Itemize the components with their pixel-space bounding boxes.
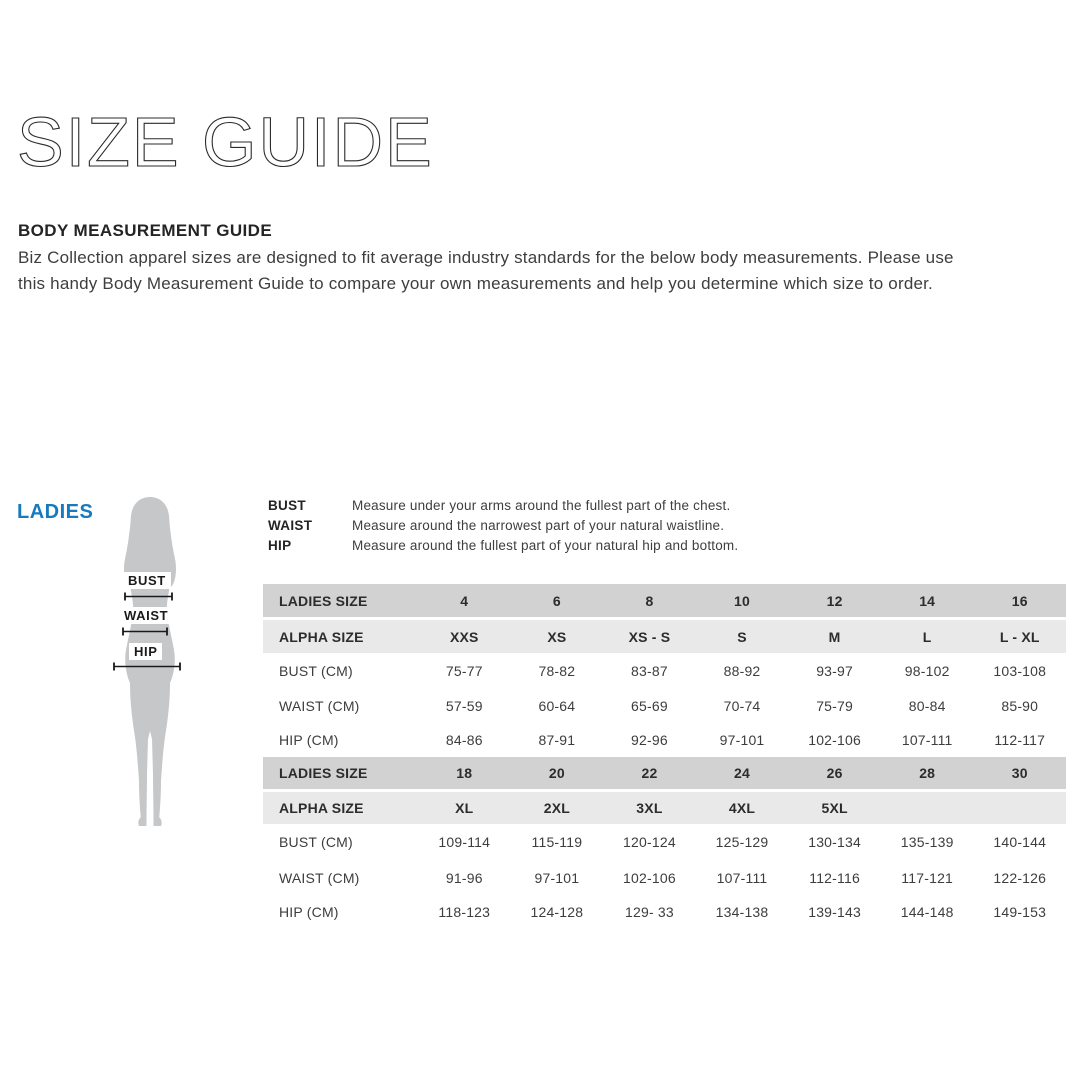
table-cell: 115-119 [531,834,583,850]
table-cell: 109-114 [438,834,491,850]
table-row-alpha-size [263,620,1066,653]
table-cell: 149-153 [993,904,1047,920]
table-cell: 107-111 [716,869,768,886]
definition-row [268,495,738,515]
table-cell: 4 [460,592,469,609]
table-row-waist [263,860,1066,895]
table-cell: 57-59 [445,697,483,714]
table-cell: 144-148 [900,904,954,920]
intro-text-line: this handy Body Measurement Guide to compare your own measurements and help you determine which size to order. [18,274,933,293]
table-cell: 122-126 [993,869,1047,886]
table-cell: XL [455,800,474,816]
left-foot-shape [138,817,146,826]
table-cell: 97-101 [534,869,580,886]
table-cell: 8 [645,592,654,609]
table-cell: 30 [1011,765,1028,781]
table-cell: 112-116 [809,869,860,886]
table-cell: 65-69 [631,697,668,714]
table-cell: 102-106 [808,732,861,748]
table-row-waist [263,688,1066,723]
table-cell: 139-143 [808,904,861,920]
table-cell: 103-108 [993,662,1047,679]
measurement-definitions [268,495,738,555]
table-cell: 134-138 [715,904,769,920]
table-cell: 16 [1011,592,1028,609]
table-cell: 3XL [636,800,663,816]
waist-figure-label: WAIST [119,607,173,624]
table-cell: 87-91 [538,732,576,748]
right-foot-shape [154,817,162,826]
row-label: ALPHA SIZE [279,628,364,645]
table-cell: L - XL [999,628,1040,645]
table-cell: 117-121 [901,869,954,886]
hip-figure-label: HIP [129,643,162,660]
table-cell: 70-74 [723,697,761,714]
table-row-hip [263,895,1066,929]
bust-figure-label: BUST [123,572,171,589]
definition-text: Measure around the fullest part of your natural hip and bottom. [352,537,739,553]
table-cell: 91-96 [445,869,483,886]
table-cell: 92-96 [631,732,668,748]
table-cell: 28 [919,765,936,781]
table-cell: 98-102 [904,662,950,679]
table-cell: 2XL [543,800,570,816]
table-cell: 118-123 [438,904,491,920]
table-cell: 78-82 [538,662,576,679]
row-label: WAIST (CM) [279,697,360,714]
definition-term: HIP [268,537,292,553]
table-cell: 18 [456,765,473,781]
row-label: BUST (CM) [279,834,353,850]
row-label: WAIST (CM) [279,869,360,886]
table-cell: 125-129 [715,834,769,850]
table-cell: 112-117 [994,732,1046,748]
page-title: SIZE GUIDE [17,103,434,181]
table-cell: XS [547,628,567,645]
row-label: LADIES SIZE [279,765,368,781]
table-cell: 124-128 [530,904,584,920]
table-cell: 4XL [728,800,756,816]
table-row-bust [263,824,1066,860]
table-cell: 6 [552,592,561,609]
table-cell: 85-90 [1001,697,1039,714]
table-cell: 75-79 [816,697,853,714]
definition-term: WAIST [268,517,313,533]
table-cell: 14 [919,592,936,609]
table-cell: XXS [449,628,479,645]
table-cell: 135-139 [900,834,954,850]
intro-text-line: Biz Collection apparel sizes are designed to fit average industry standards for the below body measurements. Please use [18,248,954,267]
table-cell: S [737,628,747,645]
row-label: HIP (CM) [279,732,339,748]
table-cell: 80-84 [908,697,946,714]
table-cell: 93-97 [816,662,853,679]
table-cell: 20 [548,765,565,781]
table-cell: 129- 33 [625,904,674,920]
table-cell: 12 [826,592,843,609]
definition-term: BUST [268,497,306,513]
row-label: ALPHA SIZE [279,800,364,816]
table-cell: 22 [641,765,658,781]
table-row-ladies-size [263,757,1066,789]
definition-row [268,535,738,555]
row-label: HIP (CM) [279,904,339,920]
row-label: LADIES SIZE [279,592,368,609]
table-row-alpha-size [263,792,1066,824]
table-cell: 26 [826,765,843,781]
bust-measure-arrow [124,592,173,601]
table-cell: 83-87 [631,662,668,679]
table-cell: L [922,628,932,645]
table-cell: XS - S [628,628,671,645]
table-cell: 10 [734,592,751,609]
definition-text: Measure around the narrowest part of your natural waistline. [352,517,725,533]
table-cell: 102-106 [623,869,676,886]
ladies-section-label: LADIES [17,501,94,523]
definition-text: Measure under your arms around the fullest part of the chest. [352,497,731,513]
table-cell: 60-64 [538,697,576,714]
table-cell: 130-134 [808,834,861,850]
table-cell: 75-77 [445,662,483,679]
table-row-ladies-size [263,584,1066,617]
table-cell: 97-101 [719,732,765,748]
row-label: BUST (CM) [279,662,353,679]
table-cell: 107-111 [901,732,953,748]
table-cell: 140-144 [993,834,1047,850]
size-table [263,584,1066,929]
table-row-hip [263,723,1066,757]
table-cell: 24 [734,765,751,781]
table-row-bust [263,653,1066,688]
hip-measure-arrow [113,662,181,671]
table-cell: 5XL [821,800,848,816]
body-measurement-heading: BODY MEASUREMENT GUIDE [18,221,273,240]
table-cell: 88-92 [723,662,761,679]
table-cell: 84-86 [445,732,483,748]
waist-measure-arrow [122,627,168,636]
definition-row [268,515,738,535]
table-cell: M [828,628,841,645]
table-cell: 120-124 [623,834,676,850]
